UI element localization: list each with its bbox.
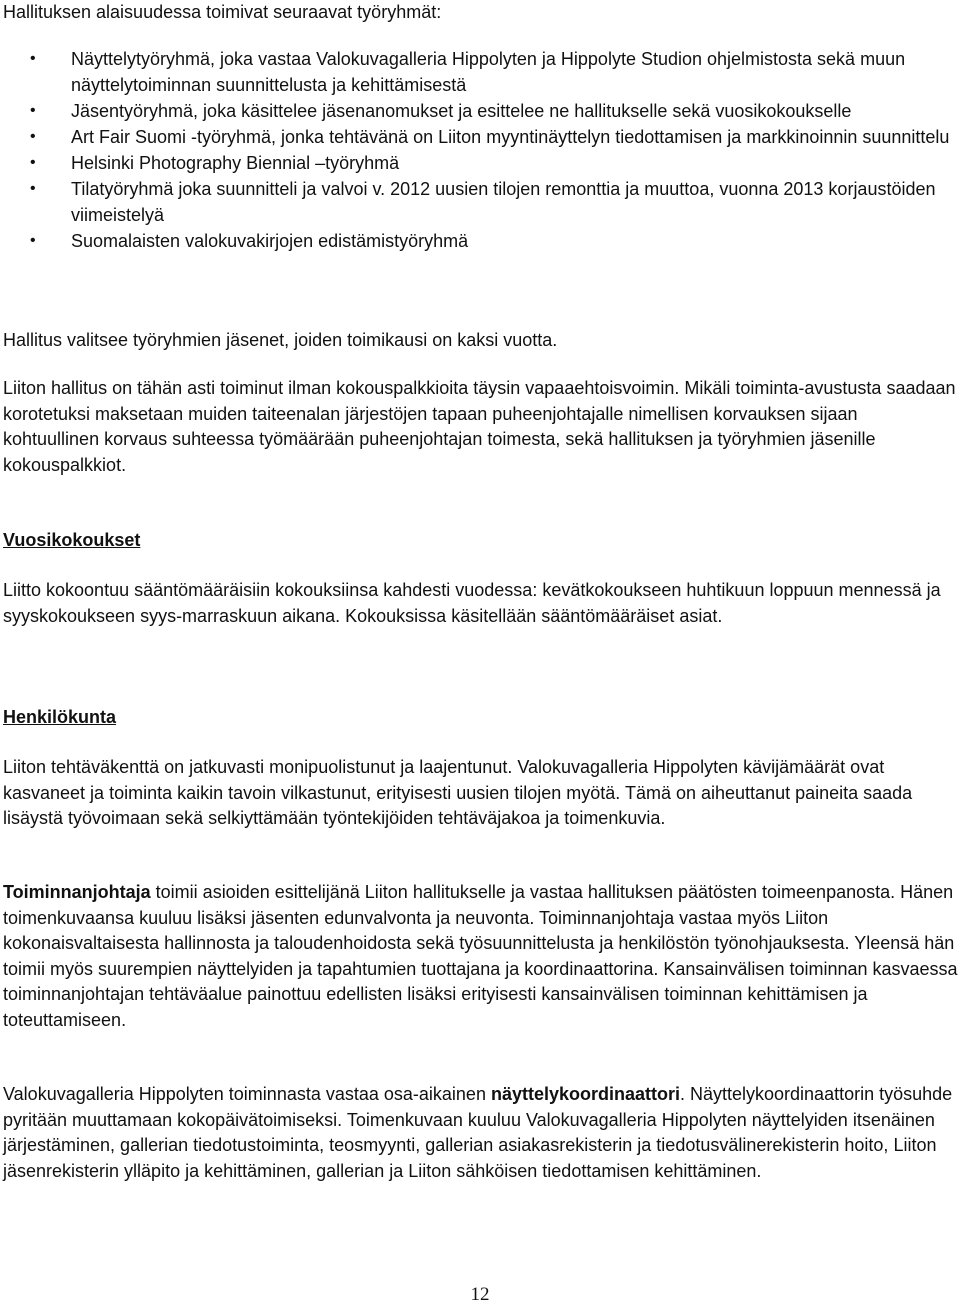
bullet-icon: • xyxy=(30,50,36,67)
director-paragraph xyxy=(3,880,958,1033)
bullet-icon: • xyxy=(30,232,36,249)
working-groups-intro: Hallituksen alaisuudessa toimivat seuraavat työryhmät: xyxy=(3,2,442,22)
director-title: Toiminnanjohtaja xyxy=(3,882,151,902)
coordinator-intro: Valokuvagalleria Hippolyten toiminnasta vastaa osa-aikainen xyxy=(3,1084,491,1104)
page-number: 12 xyxy=(470,1284,490,1305)
list-item xyxy=(3,176,958,228)
section-heading-staff: Henkilökunta xyxy=(3,707,117,727)
term-paragraph: Hallitus valitsee työryhmien jäsenet, joiden toimikausi on kaksi vuotta. xyxy=(3,330,558,350)
coordinator-paragraph xyxy=(3,1082,958,1184)
list-item xyxy=(3,228,958,254)
list-item xyxy=(3,150,958,176)
bullet-icon: • xyxy=(30,128,36,145)
meeting-fees-paragraph: Liiton hallitus on tähän asti toiminut ilman kokouspalkkioita täysin vapaaehtoisvoimin. Mikäli toiminta-avustusta saadaan korotetuksi maksetaan muiden taiteenalan järjestöjen tapaan puheenjohtajalle nimellisen korvauksen sijaan kohtuullinen korvaus suhteessa työmäärään puheenjohtajan toimesta, sekä hallituksen ja työryhmien jäsenille kokouspalkkiot. xyxy=(3,378,956,475)
list-item-text: Tilatyöryhmä joka suunnitteli ja valvoi v. 2012 uusien tilojen remonttia ja muuttoa, vuonna 2013 korjaustöiden viimeistelyä xyxy=(71,179,936,225)
list-item-text: Helsinki Photography Biennial –työryhmä xyxy=(71,153,400,173)
working-groups-list xyxy=(3,46,958,254)
bullet-icon: • xyxy=(30,154,36,171)
list-item-text: Jäsentyöryhmä, joka käsittelee jäsenanomukset ja esittelee ne hallitukselle sekä vuosikokoukselle xyxy=(71,101,852,121)
list-item xyxy=(3,98,958,124)
list-item xyxy=(3,124,958,150)
coordinator-description: . Näyttelykoordinaattorin työsuhde pyritään muuttamaan kokopäivätoimiseksi. Toimenkuvaan kuuluu Valokuvagalleria Hippolyten näyttelyiden itsenäinen järjestäminen, gallerian tiedotustoiminta, teosmyynti, gallerian asiakasrekisterin ja tiedotusvälinerekisterin hoito, Liiton jäsenrekisterin ylläpito ja kehittäminen, gallerian ja Liiton sähköisen tiedottamisen kehittäminen. xyxy=(3,1084,953,1181)
coordinator-title: näyttelykoordinaattori xyxy=(490,1084,680,1104)
bullet-icon: • xyxy=(30,102,36,119)
list-item xyxy=(3,46,958,98)
list-item-text: Näyttelytyöryhmä, joka vastaa Valokuvagalleria Hippolyten ja Hippolyte Studion ohjelmistosta sekä muun näyttelytoiminnan suunnittelusta ja kehittämisestä xyxy=(71,49,906,95)
annual-meetings-paragraph: Liitto kokoontuu sääntömääräisiin kokouksiinsa kahdesti vuodessa: kevätkokoukseen huhtikuun loppuun mennessä ja syyskokoukseen syys-marraskuun aikana. Kokouksissa käsitellään sääntömääräiset asiat. xyxy=(3,580,941,626)
list-item-text: Suomalaisten valokuvakirjojen edistämistyöryhmä xyxy=(71,231,469,251)
bullet-icon: • xyxy=(30,180,36,197)
director-description: toimii asioiden esittelijänä Liiton hallitukselle ja vastaa hallituksen päätösten toimeenpanosta. Hänen toimenkuvaansa kuuluu lisäksi jäsenten edunvalvonta ja neuvonta. Toiminnanjohtaja vastaa myös Liiton kokonaisvaltaisesta hallinnosta ja taloudenhoidosta sekä työsuunnittelusta ja henkilöstön työnohjauksesta. Yleensä hän toimii myös suurempien näyttelyiden ja tapahtumien tuottajana ja koordinaattorina. Kansainvälisen toiminnan kasvaessa toiminnanjohtajan tehtäväalue painottuu edellisten lisäksi erityisesti kansainvälisen toiminnan kehittämisen ja toteuttamiseen. xyxy=(3,882,958,1030)
section-heading-annual-meetings: Vuosikokoukset xyxy=(3,530,141,550)
staff-paragraph: Liiton tehtäväkenttä on jatkuvasti monipuolistunut ja laajentunut. Valokuvagalleria Hippolyten kävijämäärät ovat kasvaneet ja toiminta kaikin tavoin vilkastunut, erityisesti uusien tilojen myötä. Tämä on aiheuttanut paineita saada lisäystä työvoimaan sekä selkiyttämään työntekijöiden tehtäväjakoa ja toimenkuvia. xyxy=(3,757,913,828)
list-item-text: Art Fair Suomi -työryhmä, jonka tehtävänä on Liiton myyntinäyttelyn tiedottamisen ja markkinoinnin suunnittelu xyxy=(71,127,950,147)
